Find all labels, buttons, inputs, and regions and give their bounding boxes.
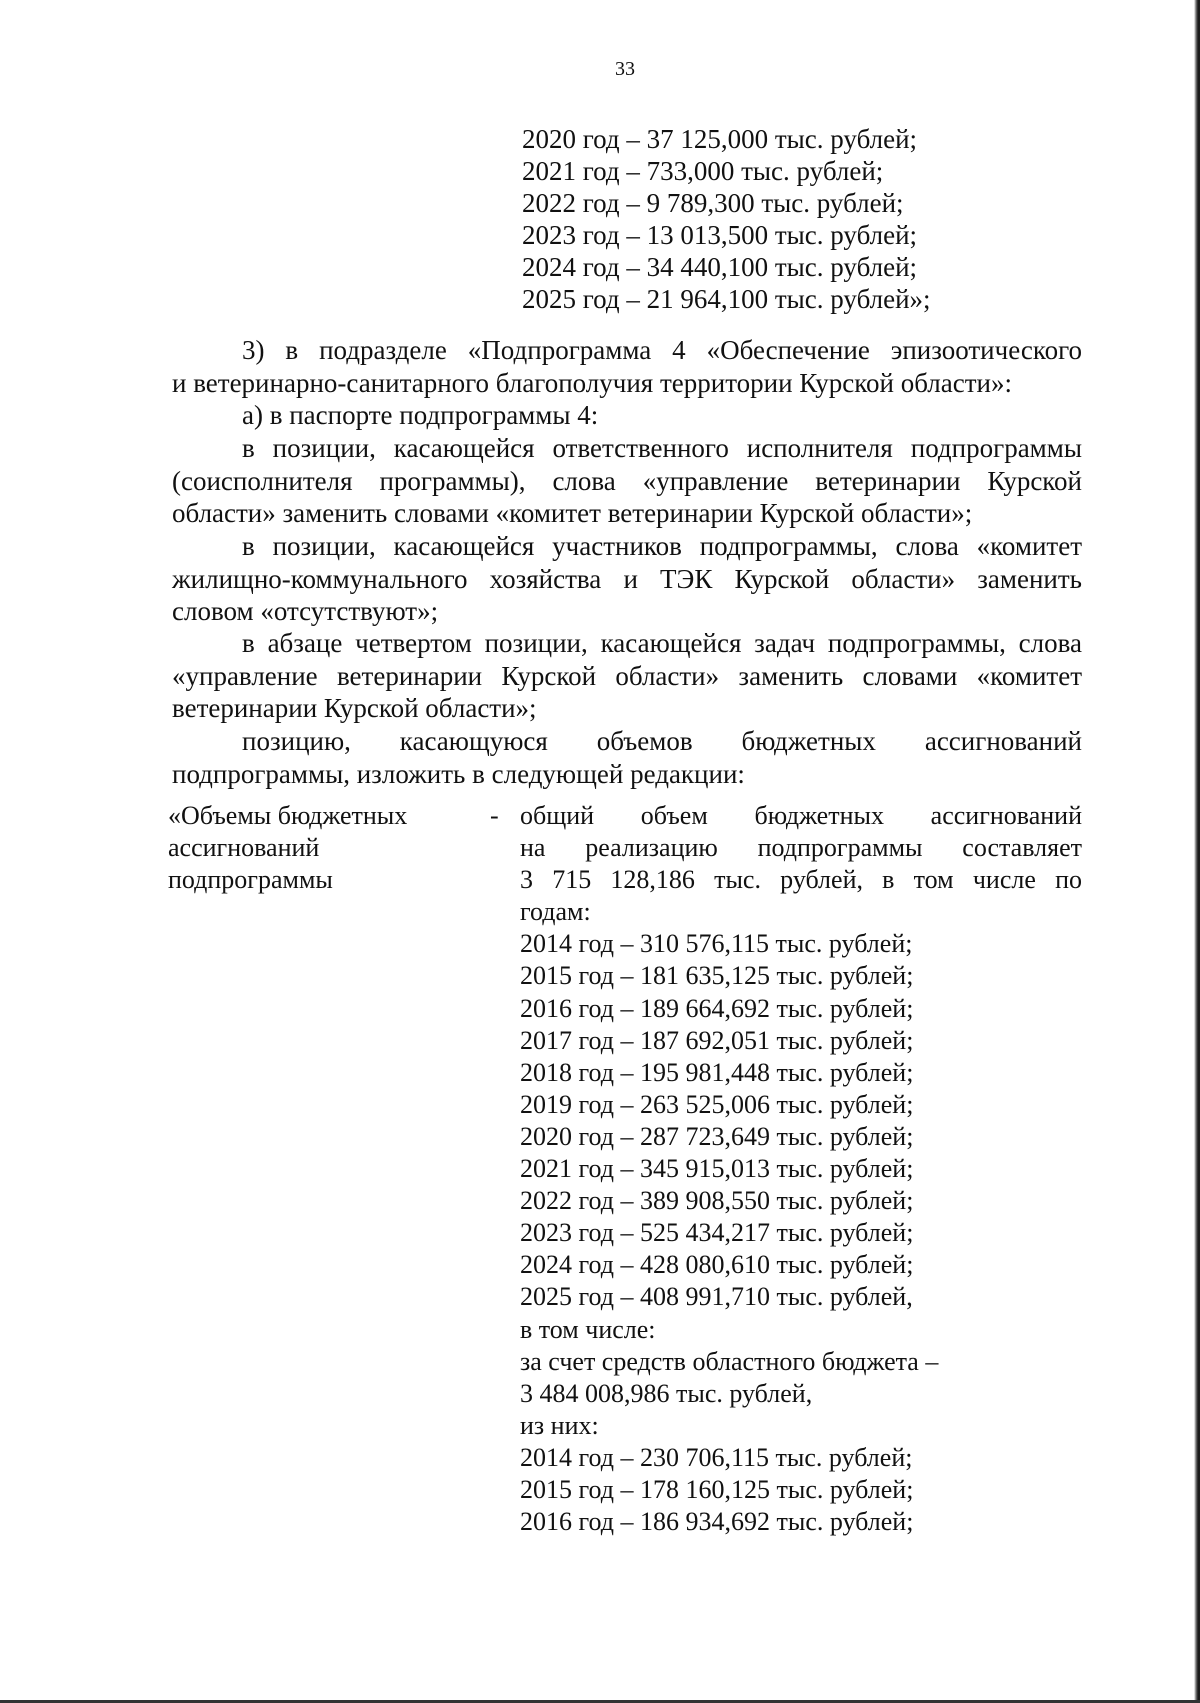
list-item: 2014 год – 230 706,115 тыс. рублей; <box>520 1442 913 1472</box>
list-item: 2024 год – 428 080,610 тыс. рублей; <box>520 1250 914 1280</box>
table-right-line: общий объем бюджетных ассигнований <box>520 801 1082 830</box>
paragraph-line: (соисполнителя программы), слова «управление ветеринарии Курской <box>172 465 1082 496</box>
scan-edge-right <box>1194 0 1200 1703</box>
paragraph-subsection-3 <box>172 334 1082 399</box>
paragraph-line: позицию, касающуюся объемов бюджетных ассигнований <box>242 726 1082 756</box>
page-number: 33 <box>615 58 635 80</box>
paragraph-line: «управление ветеринарии Курской области» заменить словами «комитет <box>172 660 1082 691</box>
table-right-cell <box>520 800 1082 1538</box>
list-item: 2021 год – 345 915,013 тыс. рублей; <box>520 1154 914 1184</box>
paragraph-line: и ветеринарно-санитарного благополучия территории Курской области»: <box>172 367 1012 398</box>
paragraph-line: в позиции, касающейся участников подпрограммы, слова «комитет <box>242 531 1082 561</box>
list-item: 2015 год – 181 635,125 тыс. рублей; <box>520 961 914 991</box>
paragraph-line: словом «отсутствуют»; <box>172 596 439 626</box>
paragraph-line: жилищно-коммунального хозяйства и ТЭК Курской области» заменить <box>172 563 1082 594</box>
paragraph-budget-position <box>172 725 1082 790</box>
list-item: 2020 год – 37 125,000 тыс. рублей; <box>522 124 918 154</box>
table-right-line: на реализацию подпрограммы составляет <box>520 833 1082 863</box>
table-left-line: подпрограммы <box>168 865 333 894</box>
paragraph-line: области» заменить словами «комитет ветеринарии Курской области»; <box>172 498 973 528</box>
top-years-list <box>522 123 931 316</box>
paragraph-line: в абзаце четвертом позиции, касающейся задач подпрограммы, слова <box>242 628 1082 658</box>
table-left-line: ассигнований <box>168 833 320 862</box>
table-right-line: 3 484 008,986 тыс. рублей, <box>520 1378 813 1408</box>
paragraph-line: 3) в подразделе «Подпрограмма 4 «Обеспечение эпизоотического <box>242 335 1082 365</box>
paragraph-passport <box>172 399 1082 432</box>
paragraph-line: ветеринарии Курской области»; <box>172 693 537 723</box>
table-right-line: за счет средств областного бюджета – <box>520 1346 939 1376</box>
table-dash: - <box>490 801 499 830</box>
list-item: 2021 год – 733,000 тыс. рублей; <box>522 156 884 187</box>
list-item: 2017 год – 187 692,051 тыс. рублей; <box>520 1025 914 1055</box>
paragraph-tasks <box>172 627 1082 725</box>
table-left-line: «Объемы бюджетных <box>168 801 408 830</box>
list-item: 2022 год – 9 789,300 тыс. рублей; <box>522 188 904 219</box>
paragraph-line: а) в паспорте подпрограммы 4: <box>242 400 599 430</box>
list-item: 2023 год – 13 013,500 тыс. рублей; <box>522 220 918 251</box>
list-item: 2019 год – 263 525,006 тыс. рублей; <box>520 1089 914 1119</box>
paragraph-participants <box>172 530 1082 628</box>
table-right-line: 3 715 128,186 тыс. рублей, в том числе по <box>520 865 1082 895</box>
list-item: 2015 год – 178 160,125 тыс. рублей; <box>520 1474 914 1504</box>
paragraph-line: подпрограммы, изложить в следующей редакции: <box>172 758 745 789</box>
table-right-line: годам: <box>520 897 591 927</box>
list-item: 2020 год – 287 723,649 тыс. рублей; <box>520 1121 914 1151</box>
table-right-line: из них: <box>520 1410 599 1440</box>
paragraph-line: в позиции, касающейся ответственного исполнителя подпрограммы <box>242 433 1082 463</box>
list-item: 2022 год – 389 908,550 тыс. рублей; <box>520 1186 914 1216</box>
list-item: 2018 год – 195 981,448 тыс. рублей; <box>520 1057 914 1087</box>
list-item: 2014 год – 310 576,115 тыс. рублей; <box>520 929 913 959</box>
paragraph-executor <box>172 432 1082 530</box>
table-left-cell <box>168 800 468 896</box>
list-item: 2024 год – 34 440,100 тыс. рублей; <box>522 252 918 283</box>
list-item: 2025 год – 21 964,100 тыс. рублей»; <box>522 284 931 315</box>
table-right-line: в том числе: <box>520 1314 656 1344</box>
list-item: 2016 год – 189 664,692 тыс. рублей; <box>520 993 914 1023</box>
list-item: 2023 год – 525 434,217 тыс. рублей; <box>520 1218 914 1248</box>
list-item: 2025 год – 408 991,710 тыс. рублей, <box>520 1282 913 1312</box>
list-item: 2016 год – 186 934,692 тыс. рублей; <box>520 1507 914 1537</box>
